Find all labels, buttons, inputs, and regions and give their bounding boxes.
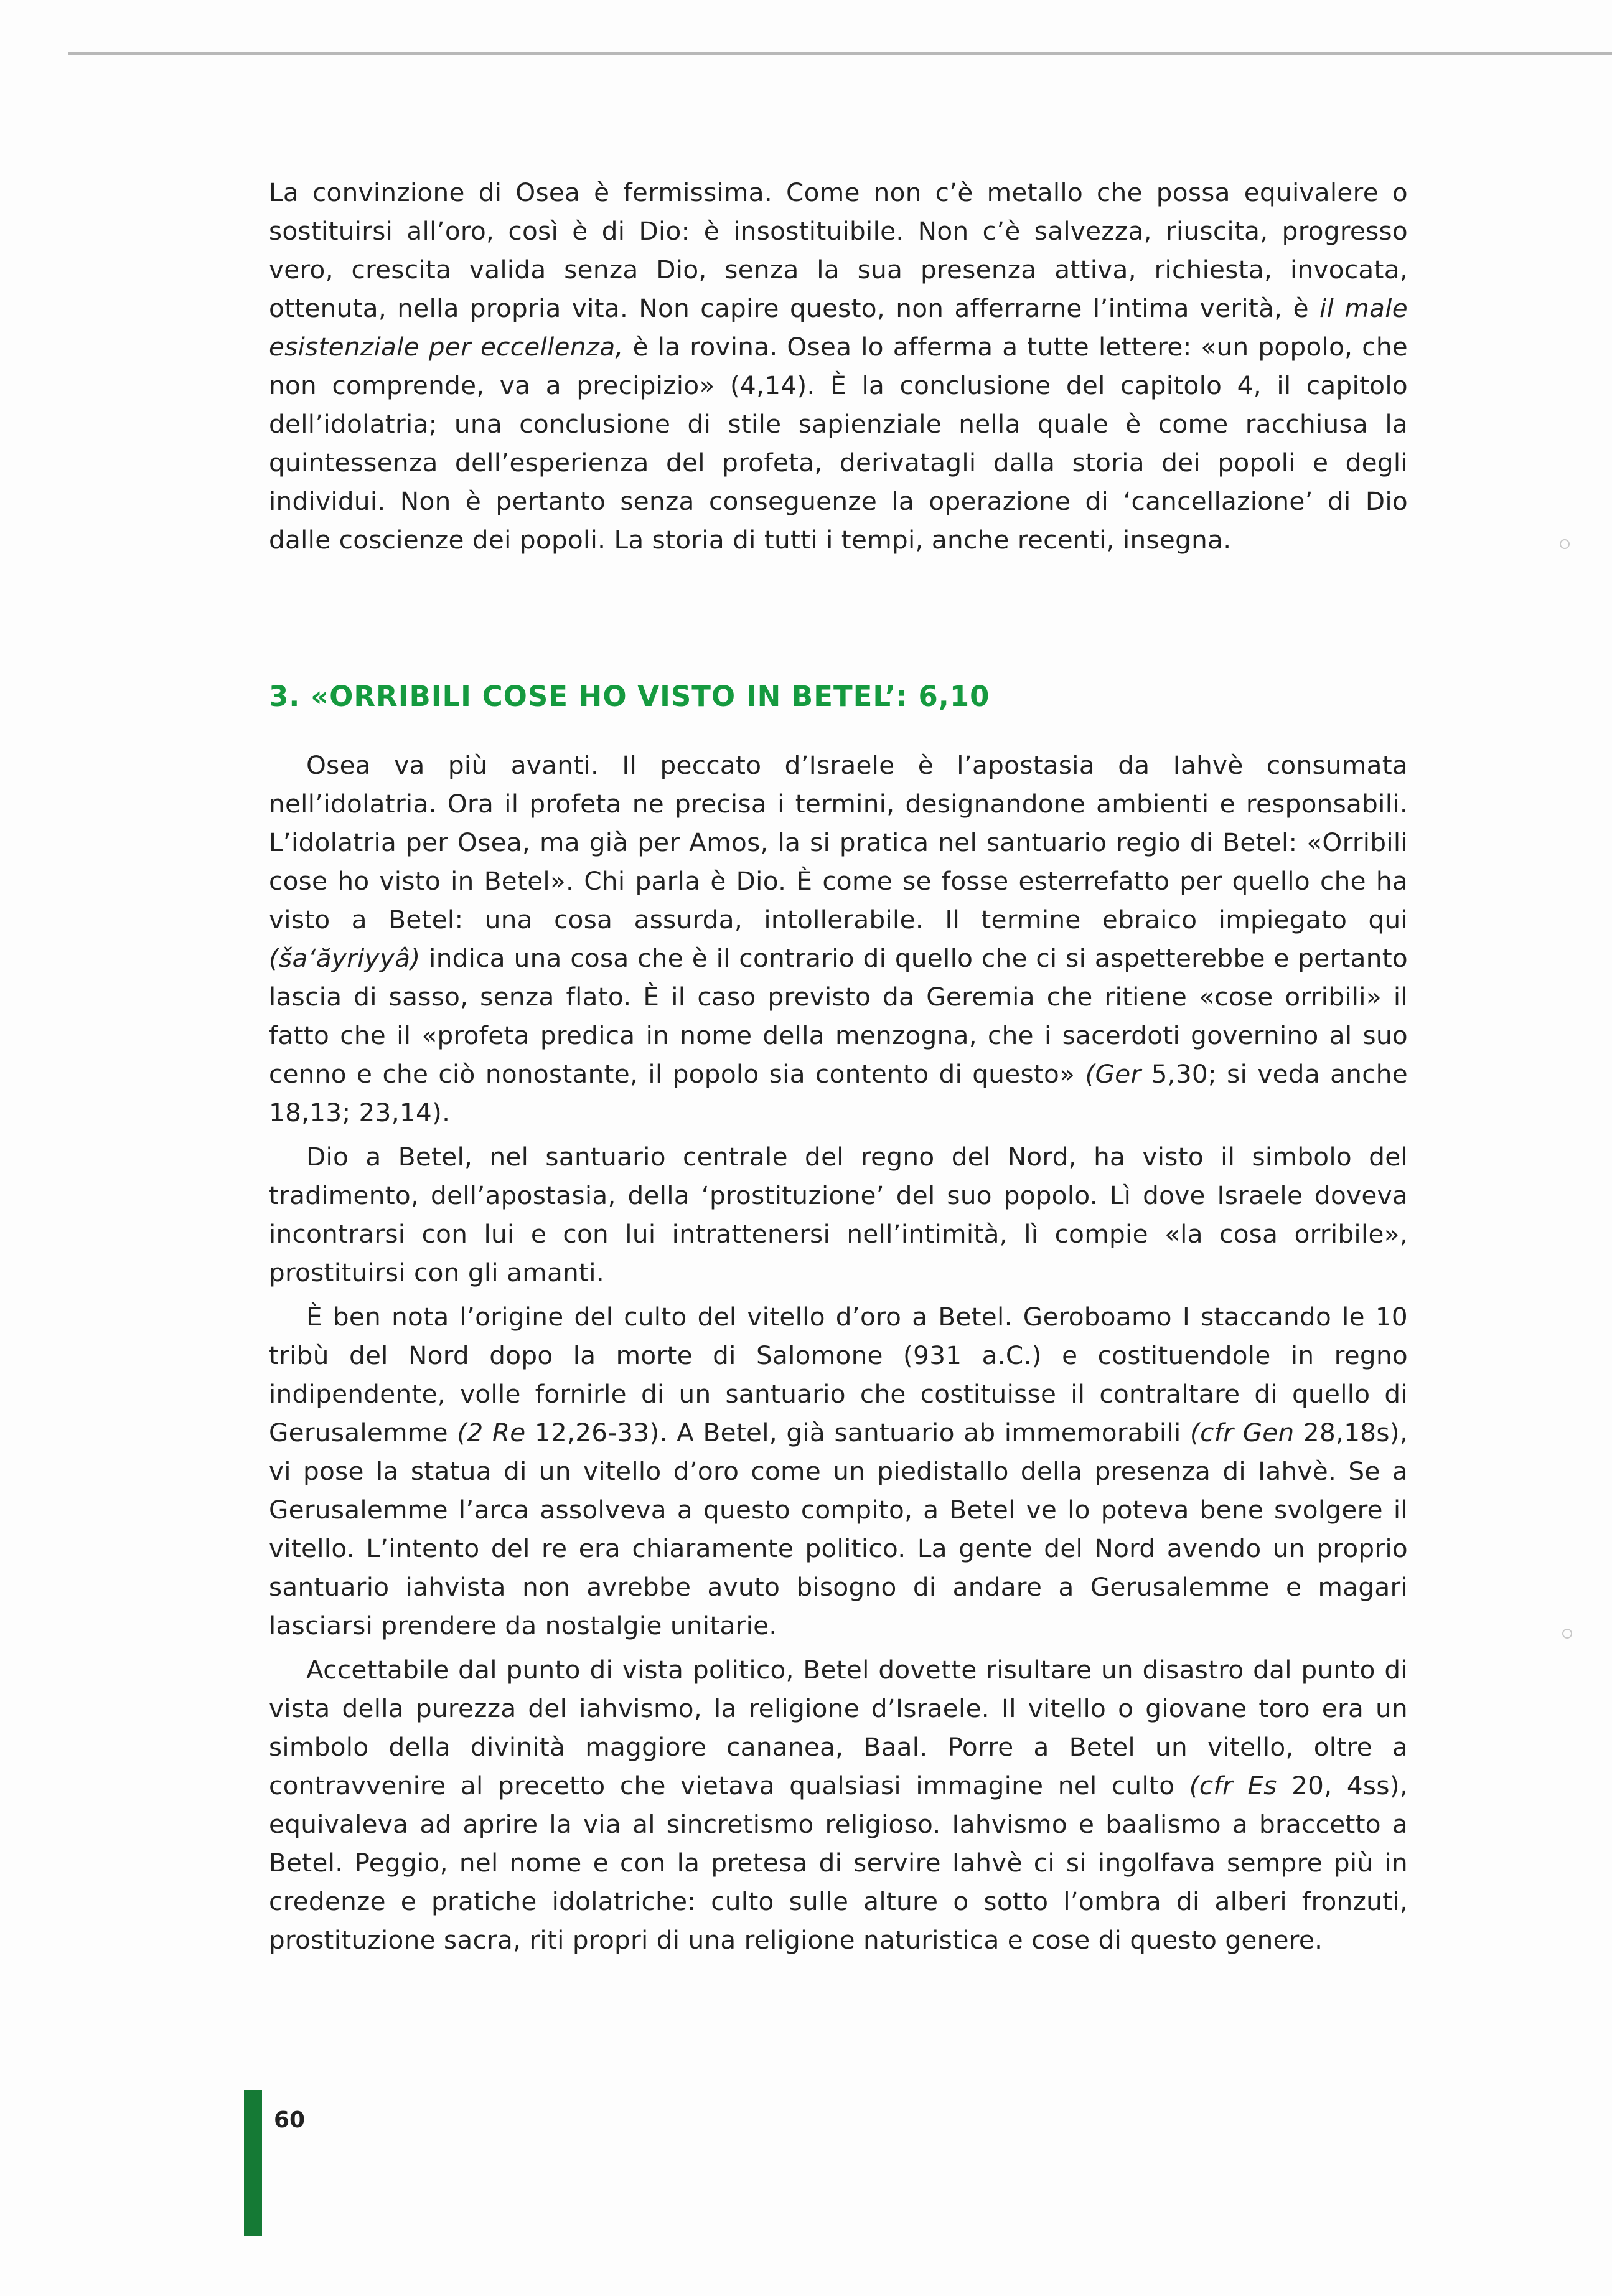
page-number: 60	[274, 2107, 306, 2133]
paragraph-1-text-3: 5,30; si veda anche 18,13; 23,14).	[269, 1059, 1408, 1127]
section-heading: 3. «ORRIBILI COSE HO VISTO IN BETEL’: 6,10	[269, 680, 990, 713]
paragraph-4-text-1: Accettabile dal punto di vista politico, Betel dovette risultare un disastro dal punto di vista della purezza del iahvismo, la religione d’Israele. Il vitello o giovane toro era un simbolo della divinità maggiore cananea, Baal. Porre a Betel un vitello, oltre a contravvenire al precetto che vietava qualsiasi immagine nel culto	[269, 1655, 1408, 1800]
scan-mark	[1560, 539, 1570, 549]
paragraph-4-text-2: 20, 4ss), equivaleva ad aprire la via al sincretismo religioso. Iahvismo e baalismo a braccetto a Betel. Peggio, nel nome e con la pretesa di servire Iahvè ci si ingolfava sempre più in credenze e pratiche idolatriche: culto sulle alture o sotto l’ombra di alberi fronzuti, prostituzione sacra, riti propri di una religione naturistica e cose di questo genere.	[269, 1771, 1408, 1955]
paragraph-3-italic-1: (2 Re	[457, 1418, 526, 1447]
intro-italic: il male esistenziale per eccellenza,	[269, 293, 1408, 362]
scan-mark	[1562, 1629, 1572, 1639]
intro-text-2: è la rovina. Osea lo afferma a tutte lettere: «un popolo, che non comprende, va a precipizio» (4,14). È la conclusione del capitolo 4, il capitolo dell’idolatria; una conclusione di stile sapienziale nella quale è come racchiusa la quintessenza dell’esperienza del profeta, derivatagli dalla storia dei popoli e degli individui. Non è pertanto senza conseguenze la operazione di ‘cancellazione’ di Dio dalle coscienze dei popoli. La storia di tutti i tempi, anche recenti, insegna.	[269, 332, 1408, 555]
paragraph-1	[269, 746, 1408, 1132]
paragraph-3-italic-2: (cfr Gen	[1190, 1418, 1295, 1447]
paragraph-1-text-1: Osea va più avanti. Il peccato d’Israele è l’apostasia da Iahvè consumata nell’idolatria. Ora il profeta ne precisa i termini, designandone ambienti e responsabili. L’idolatria per Osea, ma già per Amos, la si pratica nel santuario regio di Betel: «Orribili cose ho visto in Betel». Chi parla è Dio. È come se fosse esterrefatto per quello che ha visto a Betel: una cosa assurda, intollerabile. Il termine ebraico impiegato qui	[269, 750, 1408, 934]
paragraph-3-text-1: È ben nota l’origine del culto del vitello d’oro a Betel. Geroboamo I staccando le 10 tribù del Nord dopo la morte di Salomone (931 a.C.) e costituendole in regno indipendente, volle fornirle di un santuario che costituisse il contraltare di quello di Gerusalemme	[269, 1302, 1408, 1447]
page-number-bar	[244, 2090, 262, 2236]
top-rule	[68, 52, 1612, 55]
paragraph-1-text-2: indica una cosa che è il contrario di quello che ci si aspetterebbe e pertanto lascia di sasso, senza flato. È il caso previsto da Geremia che ritiene «cose orribili» il fatto che il «profeta predica in nome della menzogna, che i sacerdoti governino al suo cenno e che ciò nonostante, il popolo sia contento di questo»	[269, 943, 1408, 1089]
paragraph-4-italic-1: (cfr Es	[1189, 1771, 1277, 1800]
paragraph-3-text-3: 28,18s), vi pose la statua di un vitello d’oro come un piedistallo della presenza di Iahvè. Se a Gerusalemme l’arca assolveva a questo compito, a Betel ve lo poteva bene svolgere il vitello. L’intento del re era chiaramente politico. La gente del Nord avendo un proprio santuario iahvista non avrebbe avuto bisogno di andare a Gerusalemme e magari lasciarsi prendere da nostalgie unitarie.	[269, 1418, 1408, 1640]
paragraph-4	[269, 1650, 1408, 1959]
paragraph-1-italic-2: (Ger	[1085, 1059, 1141, 1089]
paragraph-3	[269, 1297, 1408, 1645]
paragraph-2: Dio a Betel, nel santuario centrale del regno del Nord, ha visto il simbolo del tradimento, dell’apostasia, della ‘prostituzione’ del suo popolo. Lì dove Israele doveva incontrarsi con lui e con lui intrattenersi nell’intimità, lì compie «la cosa orribile», prostituirsi con gli amanti.	[269, 1142, 1408, 1287]
section-body	[269, 746, 1408, 1959]
paragraph-3-text-2: 12,26-33). A Betel, già santuario ab immemorabili	[525, 1418, 1190, 1447]
paragraph-1-italic-1: (ša‘ăyriyyâ)	[269, 943, 421, 973]
intro-paragraph	[269, 173, 1408, 559]
page-content	[269, 173, 1408, 1955]
intro-text-1: La convinzione di Osea è fermissima. Come non c’è metallo che possa equivalere o sostituirsi all’oro, così è di Dio: è insostituibile. Non c’è salvezza, riuscita, progresso vero, crescita valida senza Dio, senza la sua presenza attiva, richiesta, invocata, ottenuta, nella propria vita. Non capire questo, non afferrarne l’intima verità, è	[269, 177, 1408, 323]
